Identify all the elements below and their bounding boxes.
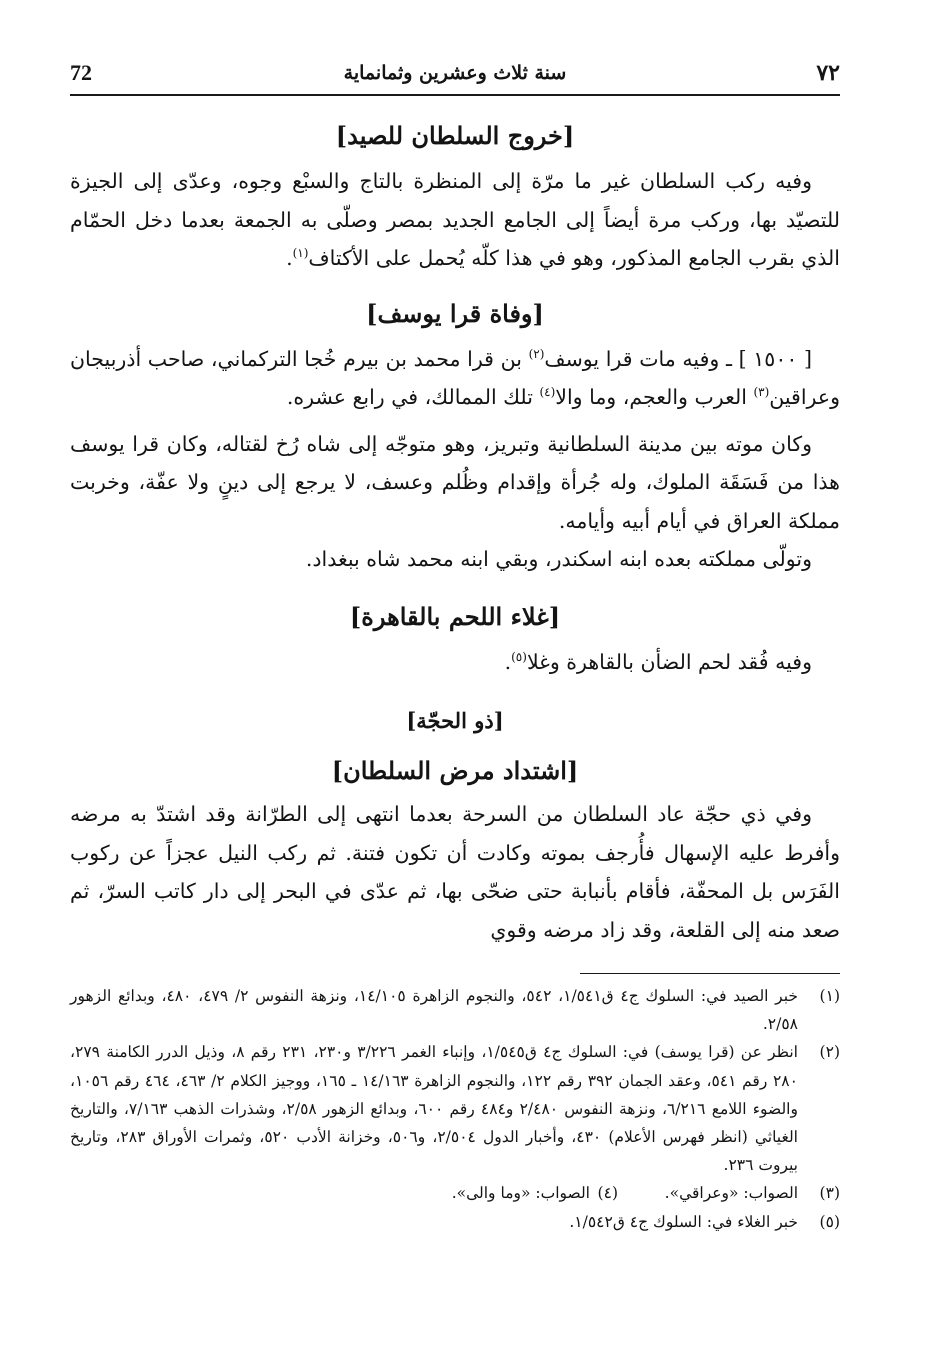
paragraph-text: وفيه ركب السلطان غير ما مرّة إلى المنظرة بالتاج والسبْع وجوه، وعدّى إلى الجيزة للتصيّد بها، وركب مرة أيضاً إلى الجامع الجديد بمصر وصلّى به الجمعة بعدما دخل الحمّام الذي بقرب الجامع المذكور، وهو في هذا كلّه يُحمل على الأكتاف: [70, 169, 840, 270]
paragraph-text: بن قرا محمد بن بيرم خُجا التركماني، صاحب أذربيجان وعراقين: [70, 346, 840, 409]
month-heading-dhu-al-hijja: [ذو الحجّة]: [406, 708, 504, 733]
footnote-text: الصواب: «وعراقي».: [664, 1184, 798, 1203]
paragraph-text: [ ١٥٠٠ ] ـ وفيه مات قرا يوسف: [544, 346, 813, 371]
footnote-ref-4: (٤): [539, 385, 556, 400]
footnote-number: (١): [819, 987, 840, 1005]
footnote-number: (٥): [819, 1212, 840, 1231]
section-heading-meat-prices: [غلاء اللحم بالقاهرة]: [349, 601, 561, 631]
paragraph-text: وفيه فُقد لحم الضأن بالقاهرة وغلا: [526, 649, 812, 674]
paragraph-text: العرب والعجم، وما والا: [555, 385, 754, 409]
running-title: سنة ثلاث وعشرين وثمانماية: [343, 62, 567, 84]
section-heading-hunting: [خروج السلطان للصيد]: [335, 121, 575, 150]
footnote-text: خبر الصيد في: السلوك ج٤ ق١/٥٤١، ٥٤٢، والنجوم الزاهرة ١٤/١٠٥، ونزهة النفوس ٢/ ٤٧٩، ٤٨٠، وبدائع الزهور ٢/٥٨.: [70, 987, 798, 1034]
footnote-number: (٢): [819, 1043, 840, 1062]
book-page: [70, 52, 840, 1332]
footnotes: [70, 982, 840, 1236]
paragraph-sultan-illness: وفي ذي حجّة عاد السلطان من السرحة بعدما انتهى إلى الطرّانة وقد اشتدّ به مرضه وأفرط عليه الإسهال فأُرجف بموته وكادت أن تكون فتنة. ثم ركب النيل عجزاً عن ركوب الفَرَس بل المحفّة، فأقام بأنبابة حتى ضحّى بها، ثم عدّى في البحر إلى دار كاتب السرّ، ثم صعد منه إلى القلعة، وقد زاد مرضه وقوي: [70, 802, 840, 942]
running-head: [70, 52, 840, 96]
footnote-4: [350, 1179, 618, 1207]
footnote-ref-1: (١): [292, 246, 309, 261]
paragraph-meat-prices: [70, 643, 840, 682]
footnote-3-4-row: [70, 1179, 840, 1207]
paragraph-qara-yusuf-1: [70, 340, 840, 417]
footnote-3: [618, 1179, 840, 1207]
footnote-number: (٣): [819, 1184, 840, 1203]
section-heading-qara-yusuf: [وفاة قرا يوسف]: [366, 298, 544, 328]
footnote-ref-2: (٢): [528, 346, 545, 361]
footnote-ref-5: (٥): [511, 649, 527, 664]
footnote-text: خبر الغلاء في: السلوك ج٤ ق١/٥٤٢.: [569, 1212, 798, 1231]
footnote-5: [70, 1208, 840, 1236]
footnote-text: الصواب: «وما والى».: [451, 1184, 590, 1203]
footnote-number: (٤): [597, 1184, 618, 1203]
paragraph-hunting: [70, 162, 840, 278]
paragraph-end: .: [504, 649, 512, 674]
footnote-separator: [580, 973, 840, 974]
footnote-1: [70, 982, 840, 1038]
page-number-latin: 72: [70, 60, 92, 85]
footnote-2: [70, 1038, 840, 1179]
section-heading-sultan-illness: [اشتداد مرض السلطان]: [331, 756, 579, 785]
paragraph-qara-yusuf-3: وتولّى مملكته بعده ابنه اسكندر، وبقي ابنه محمد شاه ببغداد.: [305, 547, 812, 571]
footnote-ref-3: (٣): [753, 385, 770, 400]
footnote-text: انظر عن (قرا يوسف) في: السلوك ج٤ ق١/٥٤٥، وإنباء الغمر ٣/٢٢٦ و٢٣٠، ٢٣١ رقم ٨، وذيل الدرر الكامنة ٢٧٩، ٢٨٠ رقم ٥٤١، وعقد الجمان ٣٩٢ رقم ١٢٢، والنجوم الزاهرة ١٤/١٦٣ ـ ١٦٥، ووجيز الكلام ٢/ ٤٦٣، ٤٦٤ رقم ١٠٥٦، والضوء اللامع ٦/٢١٦، ونزهة النفوس ٢/٤٨٠ و٤٨٤ رقم ٦٠٠، وبدائع الزهور ٢/٥٨، وشذرات الذهب ٧/١٦٣، والتاريخ الغياثي (انظر فهرس الأعلام) ٤٣٠، وأخبار الدول ٢/٥٠٤، و٥٠٦، وخزانة الأدب ٥٢٠، وثمرات الأوراق ٢٨٣، وتاريخ بيروت ٢٣٦.: [70, 1043, 798, 1175]
page-number-arabic: ٧٢: [816, 60, 840, 86]
paragraph-end: .: [286, 246, 293, 270]
paragraph-qara-yusuf-2: وكان موته بين مدينة السلطانية وتبريز، وهو متوجّه إلى شاه رُخ لقتاله، وكان قرا يوسف هذا من فَسَقَة الملوك، وله جُرأة وإقدام وظُلم وعسف، لا يرجع إلى دينٍ ولا عفّة، وخربت مملكة العراق في أيام أبيه وأيامه.: [70, 431, 840, 533]
paragraph-text: تلك الممالك، في رابع عشره.: [286, 385, 540, 409]
